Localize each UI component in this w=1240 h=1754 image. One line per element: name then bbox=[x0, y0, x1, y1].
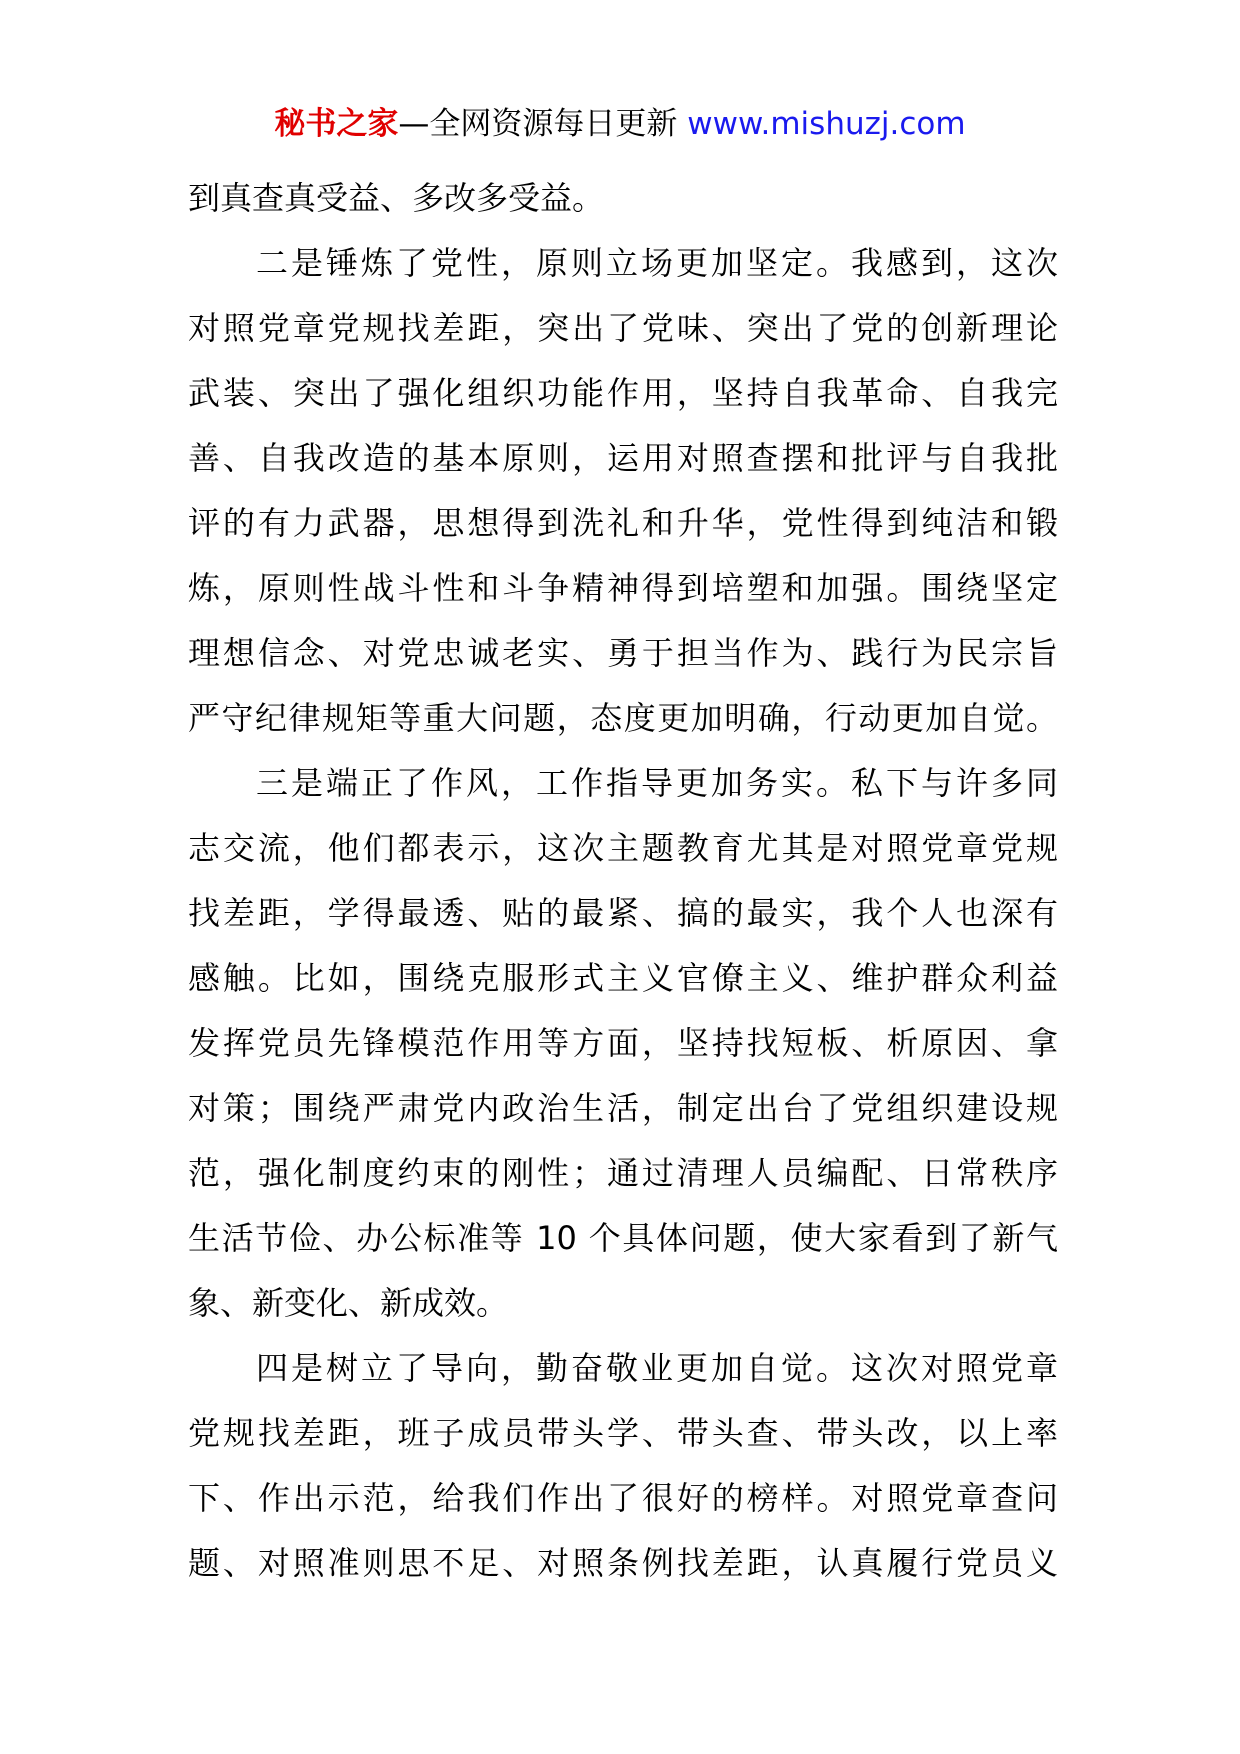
text-line: 对照党章党规找差距，突出了党味、突出了党的创新理论 bbox=[188, 309, 1058, 347]
text-line: 善、自我改造的基本原则，运用对照查摆和批评与自我批 bbox=[188, 439, 1058, 477]
text-line: 感触。比如，围绕克服形式主义官僚主义、维护群众利益 bbox=[188, 959, 1058, 997]
text-line: 志交流，他们都表示，这次主题教育尤其是对照党章党规 bbox=[188, 829, 1058, 867]
text-line: 到真查真受益、多改多受益。 bbox=[188, 179, 605, 217]
header-tagline: —全网资源每日更新 bbox=[398, 106, 688, 142]
paragraph-2-line: 二是锤炼了党性，原则立场更加坚定。我感到，这次 bbox=[256, 244, 1058, 282]
paragraph-4-line: 四是树立了导向，勤奋敬业更加自觉。这次对照党章 bbox=[256, 1349, 1058, 1387]
text-line: 严守纪律规矩等重大问题，态度更加明确，行动更加自觉。 bbox=[188, 699, 1058, 737]
paragraph-3-line: 三是端正了作风，工作指导更加务实。私下与许多同 bbox=[256, 764, 1058, 802]
text-line: 理想信念、对党忠诚老实、勇于担当作为、践行为民宗旨 bbox=[188, 634, 1058, 672]
text-line: 评的有力武器，思想得到洗礼和升华，党性得到纯洁和锻 bbox=[188, 504, 1058, 542]
text-line: 找差距，学得最透、贴的最紧、搞的最实，我个人也深有 bbox=[188, 894, 1058, 932]
text-line: 炼，原则性战斗性和斗争精神得到培塑和加强。围绕坚定 bbox=[188, 569, 1058, 607]
text-line: 下、作出示范，给我们作出了很好的榜样。对照党章查问 bbox=[188, 1479, 1058, 1517]
text-line: 题、对照准则思不足、对照条例找差距，认真履行党员义 bbox=[188, 1544, 1058, 1582]
header-url-link[interactable]: www.mishuzj.com bbox=[687, 106, 966, 142]
page-header bbox=[0, 102, 1240, 146]
text-line: 范，强化制度约束的刚性；通过清理人员编配、日常秩序 bbox=[188, 1154, 1058, 1192]
header-brand: 秘书之家 bbox=[274, 106, 399, 142]
text-line: 生活节俭、办公标准等 10 个具体问题，使大家看到了新气 bbox=[188, 1219, 1058, 1257]
text-line: 武装、突出了强化组织功能作用，坚持自我革命、自我完 bbox=[188, 374, 1058, 412]
text-line: 象、新变化、新成效。 bbox=[188, 1284, 509, 1322]
document-body bbox=[188, 166, 1058, 1596]
text-line: 发挥党员先锋模范作用等方面，坚持找短板、析原因、拿 bbox=[188, 1024, 1058, 1062]
text-line: 对策；围绕严肃党内政治生活，制定出台了党组织建设规 bbox=[188, 1089, 1058, 1127]
text-line: 党规找差距，班子成员带头学、带头查、带头改，以上率 bbox=[188, 1414, 1058, 1452]
